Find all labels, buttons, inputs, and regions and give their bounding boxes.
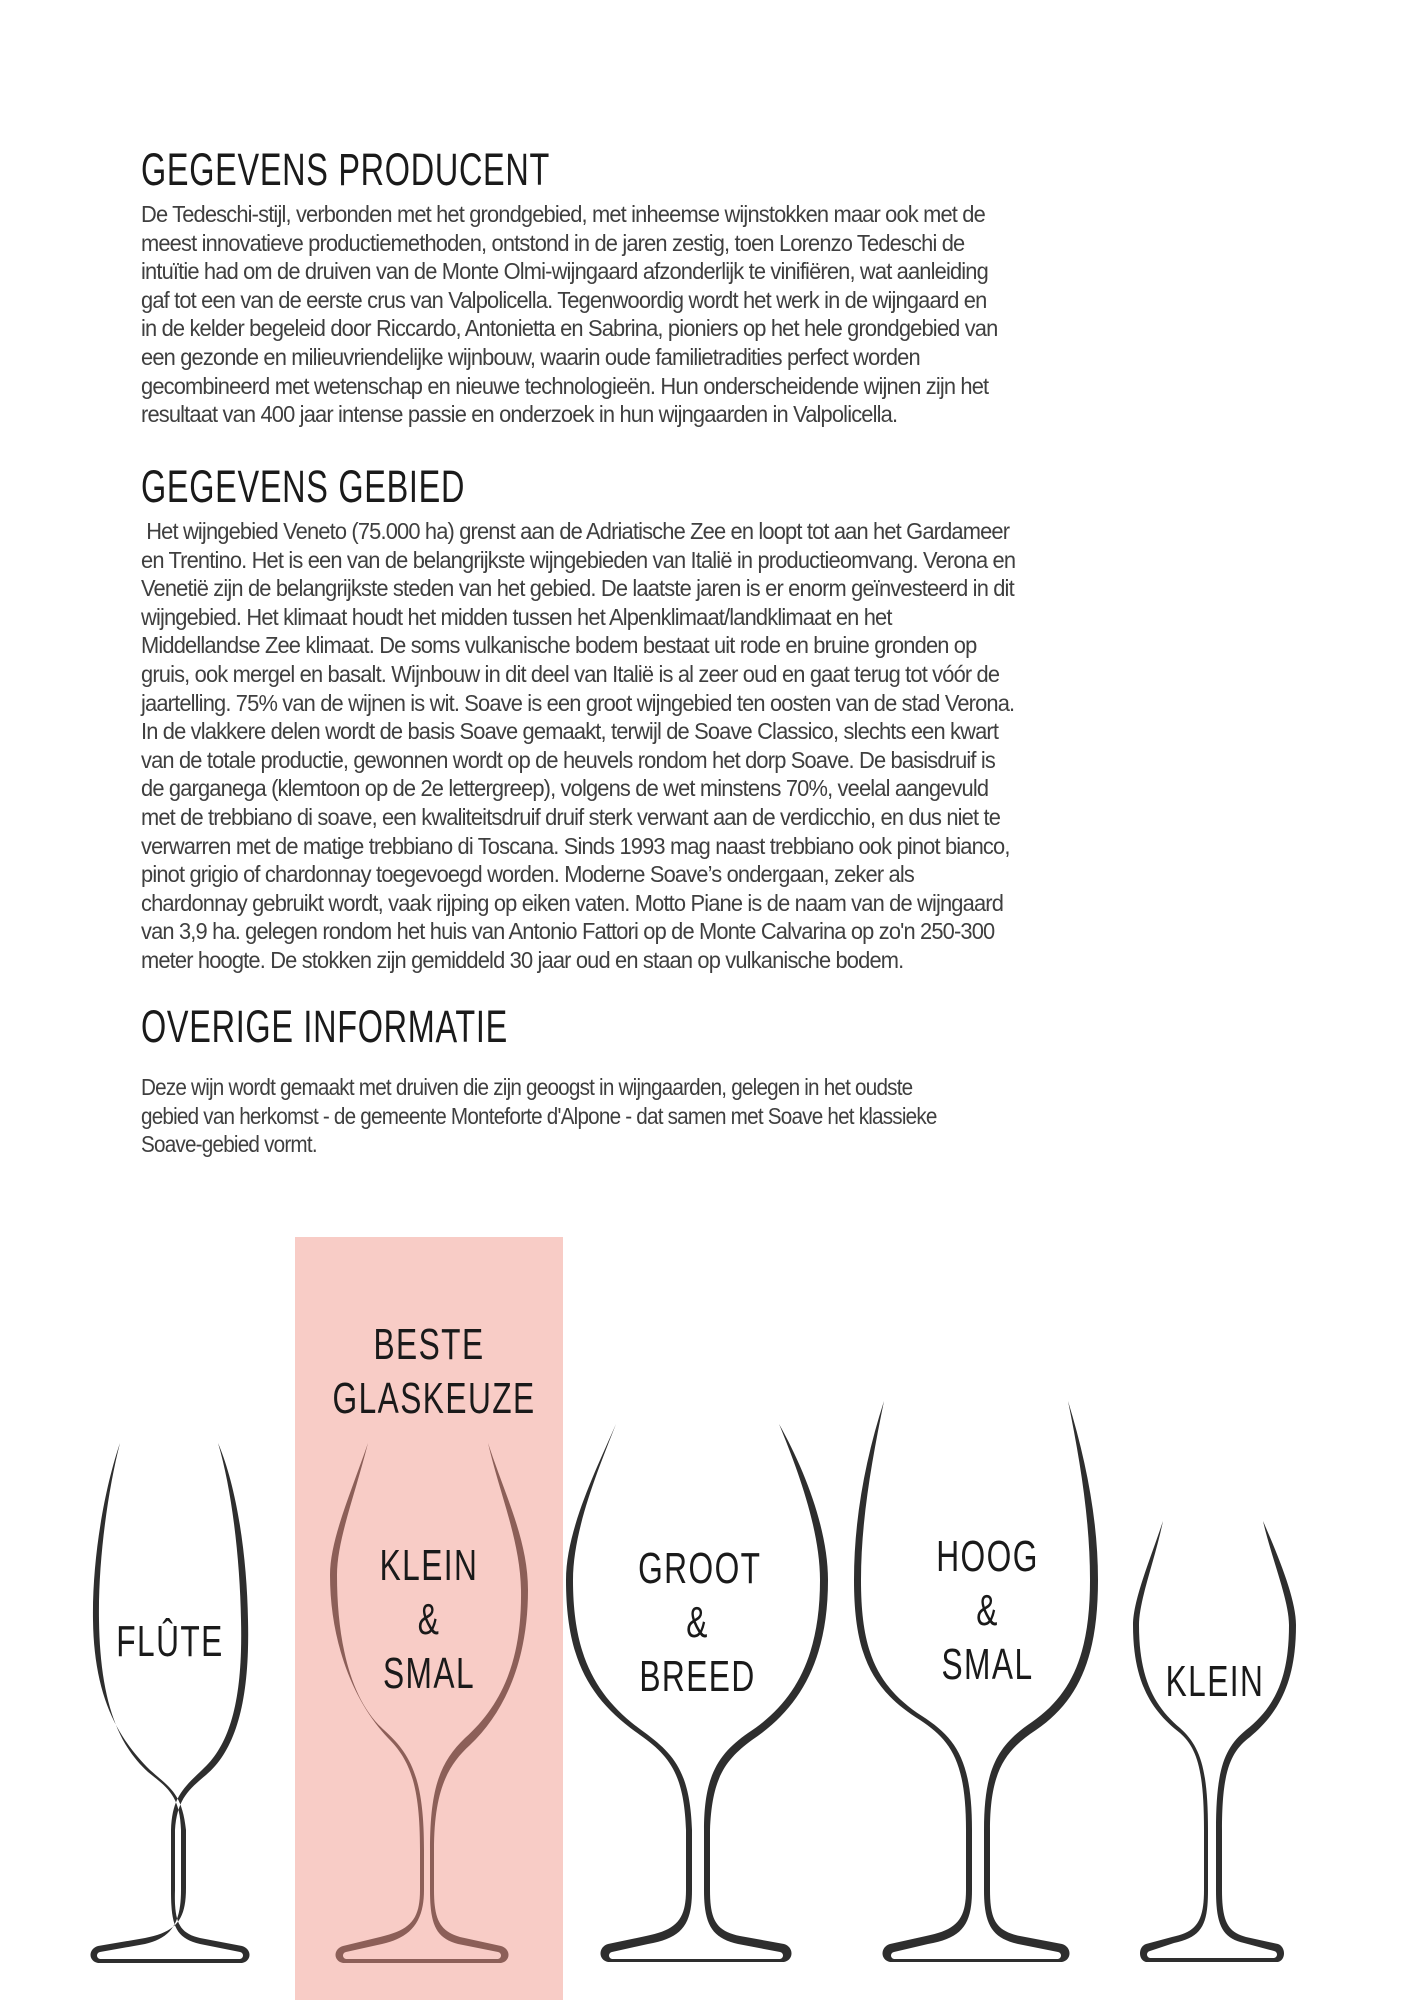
text-line: verwarren met de matige trebbiano di Toscana. Sinds 1993 mag naast trebbiano ook pinot bianco, bbox=[141, 832, 1010, 859]
glass-label-line: & bbox=[976, 1586, 999, 1635]
small-glass-icon bbox=[1133, 1521, 1296, 1962]
text-line: Soave-gebied vormt. bbox=[141, 1131, 317, 1158]
text-line: met de trebbiano di soave, een kwaliteitsdruif druif sterk verwant aan de verdicchio, en dus niet te bbox=[141, 803, 1001, 830]
glass-label-klein bbox=[1135, 1655, 1295, 1709]
best-choice-label-line: GLASKEUZE bbox=[332, 1374, 536, 1423]
glass-label-line: & bbox=[686, 1598, 709, 1647]
glass-label-line: BREED bbox=[639, 1652, 756, 1701]
glass-label-hoog-smal bbox=[905, 1530, 1070, 1692]
text-line: intuïtie had om de druiven van de Monte Olmi-wijngaard afzonderlijk te vinifiëren, wat aanleiding bbox=[141, 258, 988, 285]
text-line: Venetië zijn de belangrijkste steden van het gebied. De laatste jaren is er enorm geïnvesteerd in dit bbox=[141, 575, 1014, 602]
text-line: van de totale productie, gewonnen wordt op de heuvels rondom het dorp Soave. De basisdruif is bbox=[141, 746, 996, 773]
text-line: resultaat van 400 jaar intense passie en onderzoek in hun wijngaarden in Valpolicella. bbox=[141, 401, 898, 428]
text-line: wijngebied. Het klimaat houdt het midden tussen het Alpenklimaat/landklimaat en het bbox=[141, 603, 892, 630]
text-line: Middellandse Zee klimaat. De soms vulkanische bodem bestaat uit rode en bruine gronden op bbox=[141, 632, 977, 659]
text-line: meest innovatieve productiemethoden, ontstond in de jaren zestig, toen Lorenzo Tedeschi de bbox=[141, 229, 965, 256]
text-line: Deze wijn wordt gemaakt met druiven die zijn geoogst in wijngaarden, gelegen in het oudste bbox=[141, 1074, 913, 1100]
glass-label-line: KLEIN bbox=[379, 1541, 479, 1590]
text-line: gaf tot een van de eerste crus van Valpolicella. Tegenwoordig wordt het werk in de wijngaard en bbox=[141, 286, 987, 313]
glass-label-line: & bbox=[417, 1595, 441, 1644]
glass-label-klein-smal bbox=[348, 1539, 510, 1701]
best-choice-label-line: BESTE bbox=[373, 1320, 485, 1369]
text-line: gebied van herkomst - de gemeente Monteforte d'Alpone - dat samen met Soave het klassieke bbox=[141, 1102, 937, 1129]
text-line: meter hoogte. De stokken zijn gemiddeld 30 jaar oud en staan op vulkanische bodem. bbox=[141, 946, 904, 973]
text-line: in de kelder begeleid door Riccardo, Antonietta en Sabrina, pioniers op het hele grondgebied van bbox=[141, 315, 998, 342]
text-line: gecombineerd met wetenschap en nieuwe technologieën. Hun onderscheidende wijnen zijn het bbox=[141, 372, 989, 399]
text-line: een gezonde en milieuvriendelijke wijnbouw, waarin oude familietradities perfect worden bbox=[141, 343, 920, 370]
glass-label-groot-breed bbox=[615, 1542, 780, 1704]
text-line: De Tedeschi-stijl, verbonden met het grondgebied, met inheemse wijnstokken maar ook met de bbox=[141, 201, 985, 227]
text-line: Het wijngebied Veneto (75.000 ha) grenst aan de Adriatische Zee en loopt tot aan het Gardameer bbox=[141, 518, 1010, 544]
text-line: de garganega (klemtoon op de 2e lettergreep), volgens de wet minstens 70%, veelal aangevuld bbox=[141, 775, 989, 802]
small-narrow-glass-icon bbox=[330, 1443, 528, 1963]
producer-heading: GEGEVENS PRODUCENT bbox=[141, 144, 551, 195]
glass-label-flute bbox=[90, 1615, 250, 1669]
glass-label-line: GROOT bbox=[638, 1544, 762, 1593]
flute-glass-icon bbox=[91, 1443, 250, 1963]
glass-label-line: SMAL bbox=[382, 1649, 476, 1698]
text-line: jaartelling. 75% van de wijnen is wit. Soave is een groot wijngebied ten oosten van de stad Verona. bbox=[141, 689, 1015, 716]
text-line: gruis, ook mergel en basalt. Wijnbouw in dit deel van Italië is al zeer oud en gaat terug tot vóór de bbox=[141, 660, 1000, 687]
glass-label-line: FLÛTE bbox=[116, 1617, 224, 1666]
text-line: pinot grigio of chardonnay toegevoegd worden. Moderne Soave’s ondergaan, zeker als bbox=[141, 861, 914, 888]
glass-label-line: HOOG bbox=[936, 1532, 1039, 1581]
text-line: van 3,9 ha. gelegen rondom het huis van Antonio Fattori op de Monte Calvarina op zo'n 250-300 bbox=[141, 918, 995, 945]
text-line: In de vlakkere delen wordt de basis Soave gemaakt, terwijl de Soave Classico, slechts een kwart bbox=[141, 718, 999, 745]
glass-label-line: KLEIN bbox=[1165, 1657, 1265, 1706]
text-line: en Trentino. Het is een van de belangrijkste wijngebieden van Italië in productieomvang. Verona en bbox=[141, 546, 1016, 573]
other-info-heading: OVERIGE INFORMATIE bbox=[141, 1001, 508, 1052]
text-line: chardonnay gebruikt wordt, vaak rijping op eiken vaten. Motto Piane is de naam van de wijngaard bbox=[141, 889, 1004, 916]
region-heading: GEGEVENS GEBIED bbox=[141, 461, 466, 512]
glass-label-line: SMAL bbox=[941, 1640, 1034, 1689]
